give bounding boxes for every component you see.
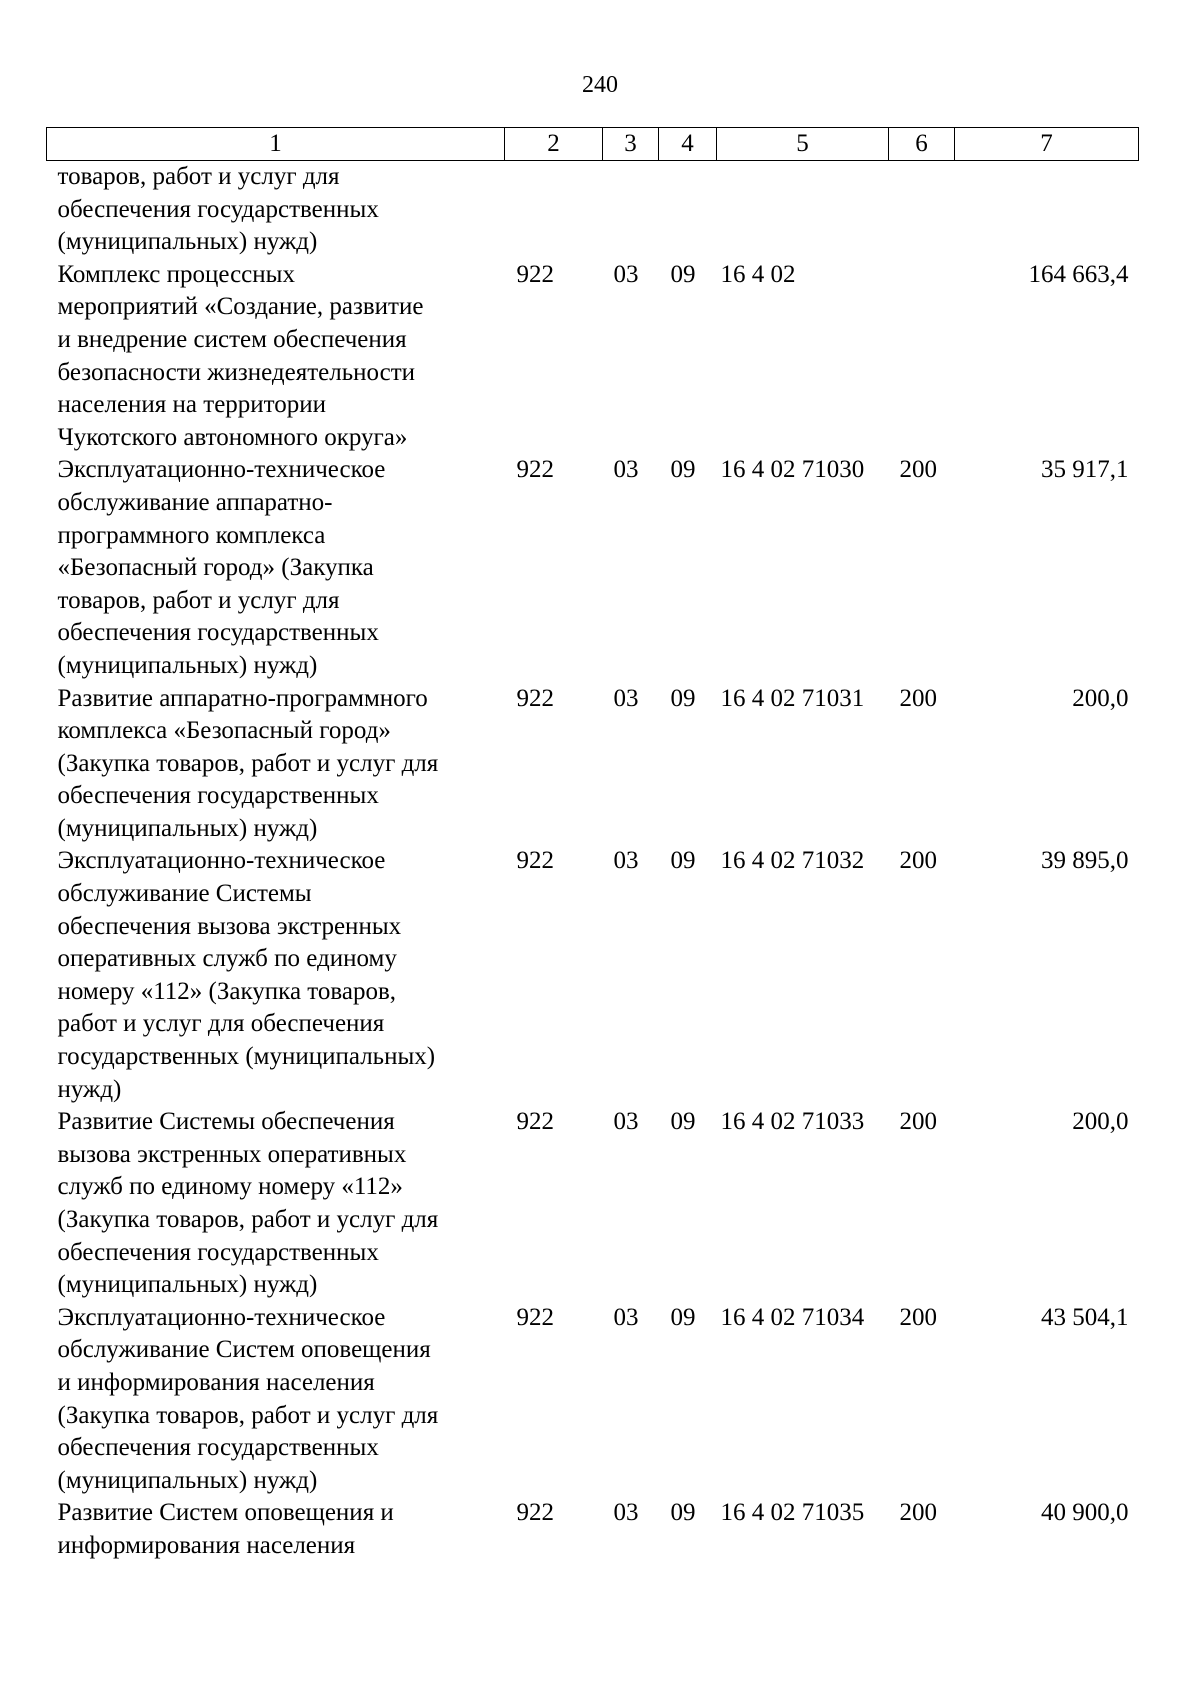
column-header: 1 (47, 128, 505, 161)
section-cell: 03 (613, 1303, 639, 1331)
amount-cell: 200,0 (1072, 684, 1129, 712)
target-article-cell: 16 4 02 71033 (720, 1108, 865, 1136)
description-line: Эксплуатационно-техническое (57, 847, 386, 875)
description-line: Развитие Системы обеспечения (57, 1108, 395, 1136)
description-line: обслуживание Систем оповещения (57, 1336, 431, 1364)
table-row (47, 161, 1139, 259)
table-header-row (47, 128, 1139, 161)
subsection-cell: 09 (670, 1499, 696, 1527)
description-line: номеру «112» (Закупка товаров, (57, 977, 397, 1005)
amount-cell (955, 161, 1139, 259)
description-line: работ и услуг для обеспечения (57, 1010, 385, 1038)
gov-code-cell: 922 (516, 1499, 554, 1527)
description-line: товаров, работ и услуг для (57, 586, 340, 614)
description-line: вызова экстренных оперативных (57, 1140, 407, 1168)
target-article-cell: 16 4 02 71035 (720, 1499, 865, 1527)
amount-cell: 200,0 (1072, 1108, 1129, 1136)
section-cell: 03 (613, 1499, 639, 1527)
table-body (47, 161, 1139, 1563)
description-cell (47, 259, 505, 455)
subsection-cell: 09 (670, 684, 696, 712)
section-cell: 03 (613, 1108, 639, 1136)
description-line: (Закупка товаров, работ и услуг для (57, 1206, 439, 1233)
table-row (47, 683, 1139, 846)
description-line: обеспечения государственных (57, 1434, 379, 1462)
subsection-cell: 09 (670, 1108, 696, 1136)
description-line: обеспечения государственных (57, 619, 379, 647)
description-cell (47, 1106, 505, 1302)
column-header: 2 (505, 128, 603, 161)
expense-type-cell: 200 (899, 1499, 937, 1527)
subsection-cell: 09 (670, 1303, 696, 1331)
gov-code-cell: 922 (516, 1303, 554, 1331)
column-header: 7 (955, 128, 1139, 161)
description-line: мероприятий «Создание, развитие (57, 293, 424, 321)
description-cell (47, 683, 505, 846)
description-line: нужд) (57, 1075, 122, 1103)
description-line: оперативных служб по единому (57, 945, 397, 973)
section-cell: 03 (613, 684, 639, 712)
description-line: программного комплекса (57, 521, 326, 549)
description-line: Комплекс процессных (57, 260, 295, 288)
expense-type-cell: 200 (899, 1303, 937, 1331)
column-header: 6 (889, 128, 955, 161)
description-cell (47, 161, 505, 259)
amount-cell: 35 917,1 (1041, 456, 1129, 484)
target-article-cell: 16 4 02 (720, 260, 796, 288)
description-line: и информирования населения (57, 1368, 375, 1396)
expense-type-cell (889, 161, 955, 259)
description-line: Эксплуатационно-техническое (57, 456, 386, 484)
description-line: обслуживание аппаратно- (57, 488, 333, 516)
subsection-cell (659, 161, 717, 259)
description-line: государственных (муниципальных) (57, 1043, 436, 1071)
gov-code-cell (505, 161, 603, 259)
gov-code-cell: 922 (516, 456, 554, 484)
table-row (47, 845, 1139, 1106)
section-cell (603, 161, 659, 259)
table-row (47, 1106, 1139, 1302)
description-line: Эксплуатационно-техническое (57, 1303, 386, 1331)
gov-code-cell: 922 (516, 260, 554, 288)
target-article-cell: 16 4 02 71031 (720, 684, 865, 712)
column-header: 5 (717, 128, 889, 161)
description-line: товаров, работ и услуг для (57, 163, 340, 190)
description-line: Развитие аппаратно-программного (57, 684, 428, 712)
target-article-cell (717, 161, 889, 259)
description-line: обеспечения государственных (57, 782, 379, 810)
description-cell (47, 454, 505, 682)
description-line: (муниципальных) нужд) (57, 651, 318, 679)
description-line: (муниципальных) нужд) (57, 814, 318, 842)
amount-cell: 40 900,0 (1041, 1499, 1129, 1527)
expense-type-cell: 200 (899, 456, 937, 484)
amount-cell: 164 663,4 (1028, 260, 1129, 288)
section-cell: 03 (613, 847, 639, 875)
amount-cell: 43 504,1 (1041, 1303, 1129, 1331)
budget-table (46, 127, 1139, 1563)
target-article-cell: 16 4 02 71030 (720, 456, 865, 484)
description-line: комплекса «Безопасный город» (57, 717, 391, 745)
description-line: (муниципальных) нужд) (57, 228, 318, 256)
expense-type-cell: 200 (899, 847, 937, 875)
subsection-cell: 09 (670, 456, 696, 484)
description-line: информирования населения (57, 1531, 356, 1559)
description-line: (муниципальных) нужд) (57, 1466, 318, 1494)
description-line: служб по единому номеру «112» (57, 1173, 403, 1201)
description-line: обеспечения государственных (57, 195, 379, 223)
description-cell (47, 1497, 505, 1562)
subsection-cell: 09 (670, 847, 696, 875)
table-row (47, 1302, 1139, 1498)
description-line: Чукотского автономного округа» (57, 423, 408, 451)
expense-type-cell: 200 (899, 684, 937, 712)
description-line: обслуживание Системы (57, 880, 312, 908)
gov-code-cell: 922 (516, 684, 554, 712)
gov-code-cell: 922 (516, 1108, 554, 1136)
description-line: обеспечения государственных (57, 1238, 379, 1266)
description-line: (муниципальных) нужд) (57, 1271, 318, 1299)
table-row (47, 1497, 1139, 1562)
table-row (47, 259, 1139, 455)
description-cell (47, 1302, 505, 1498)
subsection-cell: 09 (670, 260, 696, 288)
description-line: (Закупка товаров, работ и услуг для (57, 749, 439, 777)
description-line: безопасности жизнедеятельности (57, 358, 416, 386)
section-cell: 03 (613, 260, 639, 288)
column-header: 3 (603, 128, 659, 161)
amount-cell: 39 895,0 (1041, 847, 1129, 875)
description-line: (Закупка товаров, работ и услуг для (57, 1401, 439, 1429)
expense-type-cell (889, 259, 955, 455)
description-line: Развитие Систем оповещения и (57, 1499, 394, 1527)
description-line: обеспечения вызова экстренных (57, 912, 402, 940)
section-cell: 03 (613, 456, 639, 484)
description-line: населения на территории (57, 391, 327, 419)
table-row (47, 454, 1139, 682)
description-cell (47, 845, 505, 1106)
description-line: «Безопасный город» (Закупка (57, 554, 374, 582)
expense-type-cell: 200 (899, 1108, 937, 1136)
description-line: и внедрение систем обеспечения (57, 325, 407, 353)
target-article-cell: 16 4 02 71032 (720, 847, 865, 875)
target-article-cell: 16 4 02 71034 (720, 1303, 865, 1331)
column-header: 4 (659, 128, 717, 161)
gov-code-cell: 922 (516, 847, 554, 875)
page-number: 240 (582, 72, 618, 98)
